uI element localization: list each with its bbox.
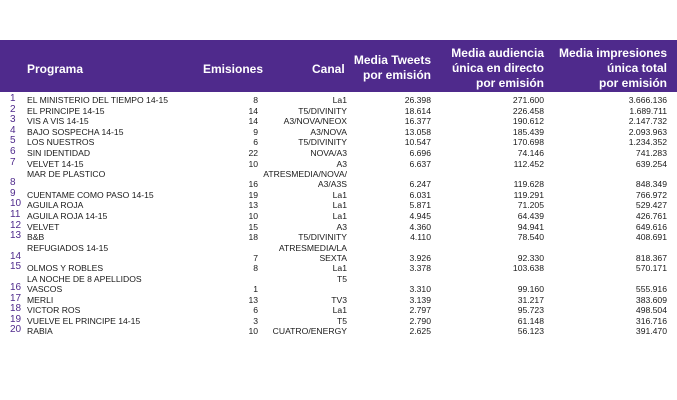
- cell-canal: La1: [332, 200, 347, 211]
- cell-impresiones: 639.254: [635, 158, 667, 169]
- cell-emisiones: 14: [248, 116, 258, 127]
- row-number: 6: [10, 146, 16, 157]
- cell-emisiones: 13: [248, 294, 258, 305]
- cell-emisiones: 10: [248, 326, 258, 337]
- cell-tweets: 6.247: [409, 179, 431, 190]
- cell-emisiones: 7: [253, 252, 258, 263]
- cell-audiencia: 185.439: [512, 126, 544, 137]
- cell-audiencia: 92.330: [517, 252, 544, 263]
- cell-impresiones: 555.916: [635, 284, 667, 294]
- cell-tweets: 3.139: [409, 294, 431, 305]
- cell-programa: VIS A VIS 14-15: [27, 116, 89, 127]
- header-impresiones-line: única total: [606, 61, 667, 75]
- header-canal: Canal: [312, 62, 345, 76]
- row-number: 10: [10, 198, 22, 210]
- cell-canal: La1: [332, 95, 347, 105]
- header-tweets-line: por emisión: [362, 68, 431, 82]
- row-number: 11: [10, 209, 21, 220]
- cell-impresiones: 391.470: [635, 326, 667, 337]
- cell-impresiones: 408.691: [635, 232, 667, 243]
- cell-canal: ATRESMEDIA/LA: [278, 242, 347, 253]
- cell-tweets: 13.058: [404, 126, 431, 137]
- cell-audiencia: 71.205: [517, 200, 544, 211]
- cell-canal: La1: [332, 263, 347, 274]
- cell-impresiones: 2.093.963: [628, 126, 667, 137]
- cell-canal: A3/NOVA: [310, 126, 347, 137]
- cell-impresiones: 426.761: [635, 211, 667, 221]
- cell-canal: T5/DIVINITY: [298, 137, 347, 148]
- row-number: 20: [10, 324, 22, 336]
- cell-programa: VASCOS: [27, 284, 63, 294]
- cell-tweets: 16.377: [404, 116, 431, 127]
- cell-tweets: 18.614: [404, 105, 431, 116]
- cell-canal: A3: [336, 158, 347, 169]
- row-number: 14: [10, 250, 22, 262]
- cell-impresiones: 383.609: [635, 294, 667, 305]
- cell-programa: LOS NUESTROS: [27, 137, 95, 148]
- cell-tweets: 4.360: [409, 221, 431, 232]
- cell-programa: BAJO SOSPECHA 14-15: [27, 126, 124, 137]
- row-number: 19: [10, 313, 22, 325]
- row-number: 15: [10, 261, 22, 273]
- header-tweets: [354, 53, 431, 83]
- row-number: 5: [10, 135, 16, 147]
- cell-audiencia: 95.723: [517, 305, 544, 316]
- cell-canal: A3/NOVA/NEOX: [283, 116, 347, 127]
- cell-impresiones: 766.972: [635, 189, 667, 200]
- cell-programa: LA NOCHE DE 8 APELLIDOS: [27, 274, 142, 284]
- cell-programa: CUENTAME COMO PASO 14-15: [27, 189, 154, 200]
- cell-programa: EL PRINCIPE 14-15: [27, 105, 105, 116]
- cell-emisiones: 13: [248, 200, 258, 211]
- header-programa: Programa: [27, 62, 84, 76]
- cell-audiencia: 31.217: [517, 294, 544, 305]
- cell-impresiones: 316.716: [635, 315, 667, 326]
- cell-emisiones: 10: [248, 211, 258, 221]
- cell-audiencia: 271.600: [512, 95, 544, 105]
- cell-emisiones: 9: [253, 126, 258, 137]
- cell-emisiones: 14: [248, 105, 258, 116]
- cell-programa: SIN IDENTIDAD: [27, 148, 91, 158]
- header-emisiones: Emisiones: [203, 62, 264, 76]
- cell-tweets: 6.031: [409, 189, 431, 200]
- cell-tweets: 26.398: [404, 95, 431, 105]
- cell-emisiones: 19: [248, 189, 258, 200]
- cell-emisiones: 8: [253, 95, 258, 105]
- cell-emisiones: 3: [253, 315, 258, 326]
- cell-canal: CUATRO/ENERGY: [272, 326, 347, 337]
- cell-canal: TV3: [331, 294, 347, 305]
- header-audiencia-line: por emisión: [475, 76, 544, 90]
- cell-tweets: 3.310: [409, 284, 431, 294]
- cell-audiencia: 64.439: [517, 211, 544, 221]
- header-audiencia: [451, 46, 544, 91]
- row-number: 3: [10, 114, 16, 126]
- cell-audiencia: 103.638: [512, 263, 544, 274]
- cell-canal: T5: [336, 274, 347, 284]
- row-number: 13: [10, 230, 22, 242]
- cell-audiencia: 74.146: [517, 148, 544, 158]
- cell-tweets: 4.945: [409, 211, 431, 221]
- cell-canal: T5/DIVINITY: [298, 105, 347, 116]
- cell-programa: AGUILA ROJA 14-15: [27, 211, 108, 221]
- cell-audiencia: 56.123: [517, 326, 544, 337]
- cell-audiencia: 61.148: [517, 315, 544, 326]
- cell-emisiones: 8: [253, 263, 258, 274]
- cell-programa: MAR DE PLASTICO: [27, 169, 106, 180]
- cell-tweets: 2.797: [409, 305, 431, 316]
- header-impresiones-line: por emisión: [598, 76, 667, 90]
- cell-impresiones: 1.689.711: [629, 105, 667, 116]
- cell-tweets: 3.926: [409, 252, 431, 263]
- header-impresiones: [559, 46, 667, 91]
- cell-programa: MERLI: [27, 294, 54, 305]
- cell-canal: A3: [336, 221, 347, 232]
- cell-tweets: 6.696: [409, 148, 431, 158]
- cell-audiencia: 112.452: [513, 158, 544, 169]
- row-number: 1: [10, 93, 16, 104]
- cell-programa: REFUGIADOS 14-15: [27, 242, 109, 253]
- cell-impresiones: 649.616: [635, 221, 667, 232]
- cell-tweets: 2.790: [409, 315, 431, 326]
- cell-canal: T5/DIVINITY: [298, 232, 347, 243]
- cell-emisiones: 18: [248, 232, 258, 243]
- row-number: 18: [10, 303, 22, 315]
- header-tweets-line: Media Tweets: [353, 53, 431, 67]
- cell-canal: La1: [332, 305, 347, 316]
- cell-impresiones: 498.504: [635, 305, 667, 316]
- cell-programa: RABIA: [27, 326, 53, 337]
- cell-audiencia: 226.458: [512, 105, 544, 116]
- cell-impresiones: 529.427: [635, 200, 667, 211]
- cell-audiencia: 78.540: [517, 232, 544, 243]
- cell-audiencia: 170.698: [512, 137, 544, 148]
- cell-audiencia: 119.291: [513, 189, 544, 200]
- cell-programa: VUELVE EL PRINCIPE 14-15: [27, 315, 141, 326]
- cell-emisiones: 15: [248, 221, 258, 232]
- table-header: [0, 40, 677, 92]
- row-number: 12: [10, 219, 22, 231]
- cell-canal: La1: [332, 189, 347, 200]
- header-impresiones-line: Media impresiones: [558, 46, 667, 60]
- cell-impresiones: 818.367: [635, 252, 667, 263]
- cell-emisiones: 22: [248, 148, 258, 158]
- row-number: 2: [10, 103, 16, 115]
- cell-impresiones: 570.171: [635, 263, 667, 274]
- cell-audiencia: 94.941: [517, 221, 544, 232]
- header-audiencia-line: Media audiencia: [451, 46, 544, 60]
- row-number: 8: [10, 177, 16, 189]
- cell-tweets: 4.110: [410, 232, 431, 243]
- cell-programa: B&B: [27, 232, 45, 243]
- cell-audiencia: 119.628: [513, 179, 544, 190]
- cell-audiencia: 190.612: [512, 116, 544, 127]
- cell-impresiones: 1.234.352: [628, 137, 667, 148]
- row-number: 4: [10, 124, 16, 136]
- cell-tweets: 6.637: [409, 158, 431, 169]
- cell-emisiones: 6: [253, 137, 258, 148]
- cell-emisiones: 1: [253, 284, 258, 294]
- cell-impresiones: 3.666.136: [628, 95, 667, 105]
- cell-tweets: 2.625: [409, 326, 431, 337]
- cell-programa: OLMOS Y ROBLES: [27, 263, 104, 274]
- cell-canal: SEXTA: [319, 252, 347, 263]
- row-number: 9: [10, 187, 16, 199]
- cell-tweets: 3.378: [409, 263, 431, 274]
- cell-programa: EL MINISTERIO DEL TIEMPO 14-15: [27, 95, 169, 105]
- cell-emisiones: 6: [253, 305, 258, 316]
- cell-programa: AGUILA ROJA: [27, 200, 84, 211]
- cell-tweets: 10.547: [404, 137, 431, 148]
- cell-impresiones: 848.349: [635, 179, 667, 190]
- cell-tweets: 5.871: [409, 200, 431, 211]
- cell-impresiones: 741.283: [635, 148, 667, 158]
- cell-programa: VELVET 14-15: [27, 158, 84, 169]
- row-number: 17: [10, 292, 22, 304]
- row-number: 16: [10, 282, 22, 293]
- cell-emisiones: 16: [248, 179, 258, 190]
- cell-emisiones: 10: [248, 158, 258, 169]
- cell-canal: NOVA/A3: [310, 148, 347, 158]
- header-audiencia-line: única en directo: [451, 61, 544, 75]
- cell-canal: T5: [336, 315, 347, 326]
- cell-programa: VELVET: [27, 221, 60, 232]
- cell-audiencia: 99.160: [517, 284, 544, 294]
- row-number: 7: [10, 156, 16, 168]
- cell-programa: VICTOR ROS: [27, 305, 81, 316]
- cell-impresiones: 2.147.732: [628, 116, 667, 127]
- cell-canal: ATRESMEDIA/NOVA/: [263, 169, 347, 180]
- cell-canal: La1: [332, 211, 347, 221]
- cell-canal: A3/A3S: [317, 179, 347, 190]
